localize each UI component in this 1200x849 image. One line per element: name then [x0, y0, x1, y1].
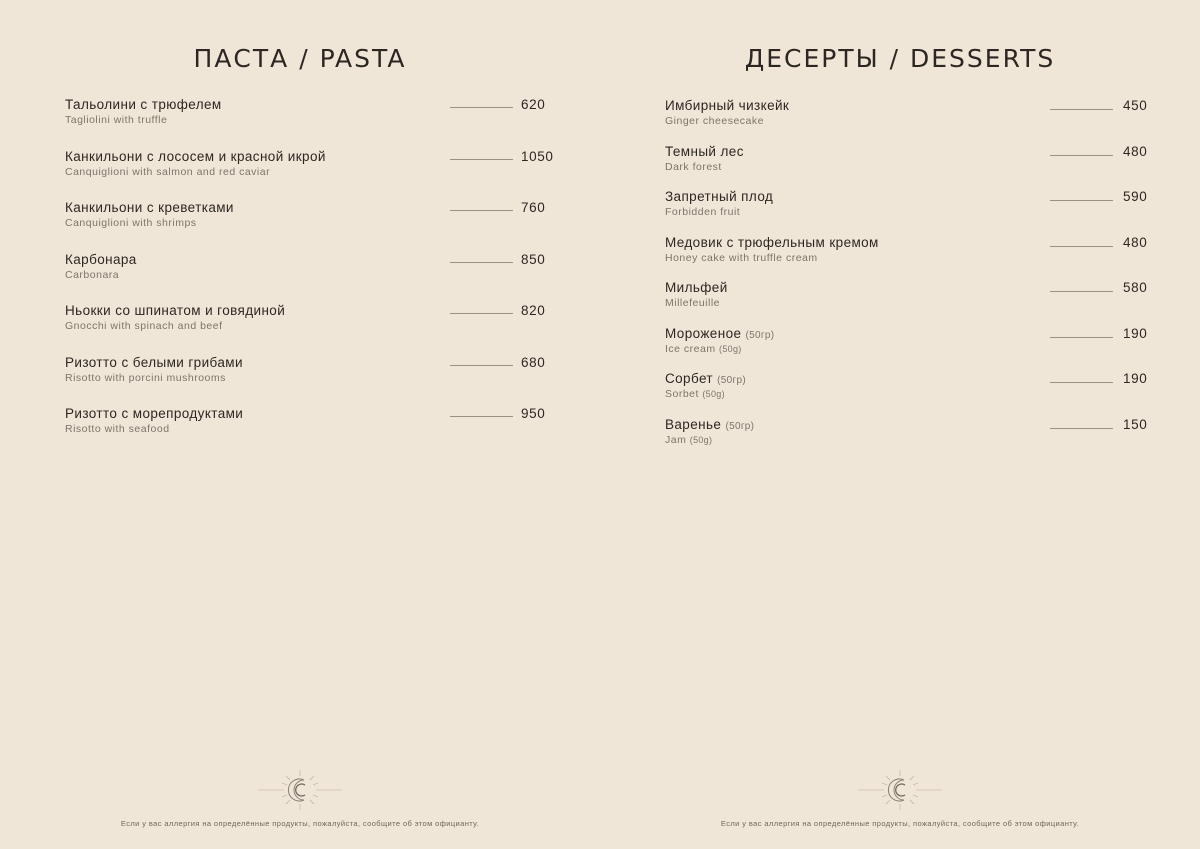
dish-name [665, 416, 754, 435]
price-leader-line [1050, 337, 1113, 338]
dish-name: Карбонара [65, 251, 137, 267]
dish-translation: Ginger cheesecake [665, 115, 764, 127]
menu-item [65, 251, 555, 303]
dish-name: Канкильони с лососем и красной икрой [65, 148, 326, 164]
dish-price: 580 [1123, 280, 1148, 295]
dish-translation-text: Ice cream [665, 342, 716, 355]
dish-price: 820 [521, 303, 546, 318]
dish-price: 590 [1123, 189, 1148, 204]
dish-price: 150 [1123, 416, 1148, 432]
dish-translation-text: Sorbet [665, 388, 699, 400]
price-leader-line [1050, 155, 1113, 156]
price-leader-line [450, 416, 513, 417]
dish-translation: Canquiglioni with salmon and red caviar [65, 165, 271, 178]
dish-price: 450 [1123, 98, 1148, 113]
price-leader-line [450, 210, 513, 211]
dish-price: 620 [521, 97, 546, 112]
dish-name: Тальолини с трюфелем [65, 97, 222, 112]
portion-note: (50g) [719, 343, 742, 354]
menu-item [65, 302, 555, 354]
price-leader-line [1050, 246, 1113, 247]
portion-note: (50g) [689, 434, 713, 445]
pasta-menu-list [65, 96, 555, 457]
menu-item [665, 370, 1155, 416]
dish-price: 480 [1123, 143, 1148, 159]
price-leader-line [450, 159, 513, 160]
dish-price: 190 [1123, 371, 1148, 386]
price-leader-line [450, 313, 513, 314]
price-leader-line [450, 107, 513, 108]
price-leader-line [450, 262, 513, 263]
dish-price: 480 [1123, 234, 1148, 250]
price-leader-line [450, 365, 513, 366]
dish-name-text: Сорбет [665, 371, 713, 386]
dish-name-text: Варенье [665, 416, 722, 432]
price-leader-line [1050, 109, 1113, 110]
menu-item [665, 188, 1155, 234]
dish-translation: Carbonara [65, 268, 120, 281]
menu-item [65, 199, 555, 251]
dish-price: 1050 [521, 148, 554, 164]
dish-translation: Risotto with porcini mushrooms [65, 371, 226, 384]
dish-translation [665, 388, 725, 401]
dish-translation: Gnocchi with spinach and beef [65, 320, 223, 332]
dish-name: Ризотто с морепродуктами [65, 406, 244, 421]
portion-note: (50g) [702, 389, 725, 399]
dish-price: 950 [521, 406, 546, 421]
menu-item [665, 325, 1155, 371]
price-leader-line [1050, 428, 1113, 429]
desserts-page [600, 0, 1200, 849]
dish-name: Темный лес [665, 143, 744, 159]
allergy-notice: Если у вас аллергия на определённые продукты, пожалуйста, сообщите об этом официанту. [120, 819, 480, 828]
portion-note: (50гр) [725, 420, 755, 432]
menu-item [665, 97, 1155, 143]
dish-price: 850 [521, 251, 546, 267]
menu-item [665, 416, 1155, 462]
dish-translation [665, 343, 742, 356]
menu-item [65, 405, 555, 457]
dish-name: Мильфей [665, 280, 728, 295]
dish-name: Канкильони с креветками [65, 200, 234, 215]
dish-price: 760 [521, 200, 546, 215]
menu-item [665, 143, 1155, 189]
dish-name: Имбирный чизкейк [665, 98, 790, 113]
crescent-c-logo-icon [258, 768, 342, 812]
portion-note: (50гр) [745, 329, 775, 341]
desserts-title: ДЕСЕРТЫ / DESSERTS [744, 44, 1056, 73]
dish-price: 190 [1123, 325, 1148, 341]
allergy-notice: Если у вас аллергия на определённые продукты, пожалуйста, сообщите об этом официанту. [720, 819, 1080, 828]
menu-item [665, 234, 1155, 280]
dish-name [665, 370, 746, 389]
dish-name: Запретный плод [665, 189, 774, 204]
dish-name: Ньокки со шпинатом и говядиной [65, 303, 286, 318]
dish-translation: Millefeuille [665, 297, 721, 309]
price-leader-line [1050, 200, 1113, 201]
price-leader-line [1050, 291, 1113, 292]
desserts-menu-list [665, 97, 1155, 461]
crescent-c-logo-icon [858, 768, 942, 812]
dish-name: Ризотто с белыми грибами [65, 354, 243, 370]
dish-translation: Dark forest [665, 160, 722, 173]
menu-item [65, 148, 555, 200]
dish-translation-text: Jam [665, 433, 687, 446]
dish-translation [665, 434, 712, 447]
menu-item [65, 354, 555, 406]
dish-translation: Risotto with seafood [65, 423, 170, 435]
portion-note: (50гр) [717, 375, 746, 386]
price-leader-line [1050, 382, 1113, 383]
menu-item [65, 96, 555, 148]
dish-name [665, 325, 774, 344]
dish-translation: Tagliolini with truffle [65, 114, 168, 126]
dish-name-text: Мороженое [665, 325, 742, 341]
menu-item [665, 279, 1155, 325]
dish-translation: Honey cake with truffle cream [665, 251, 818, 264]
pasta-title: ПАСТА / PASTA [193, 44, 407, 73]
dish-name: Медовик с трюфельным кремом [665, 234, 879, 250]
dish-translation: Forbidden fruit [665, 206, 741, 218]
dish-translation: Canquiglioni with shrimps [65, 217, 197, 229]
dish-price: 680 [521, 354, 546, 370]
